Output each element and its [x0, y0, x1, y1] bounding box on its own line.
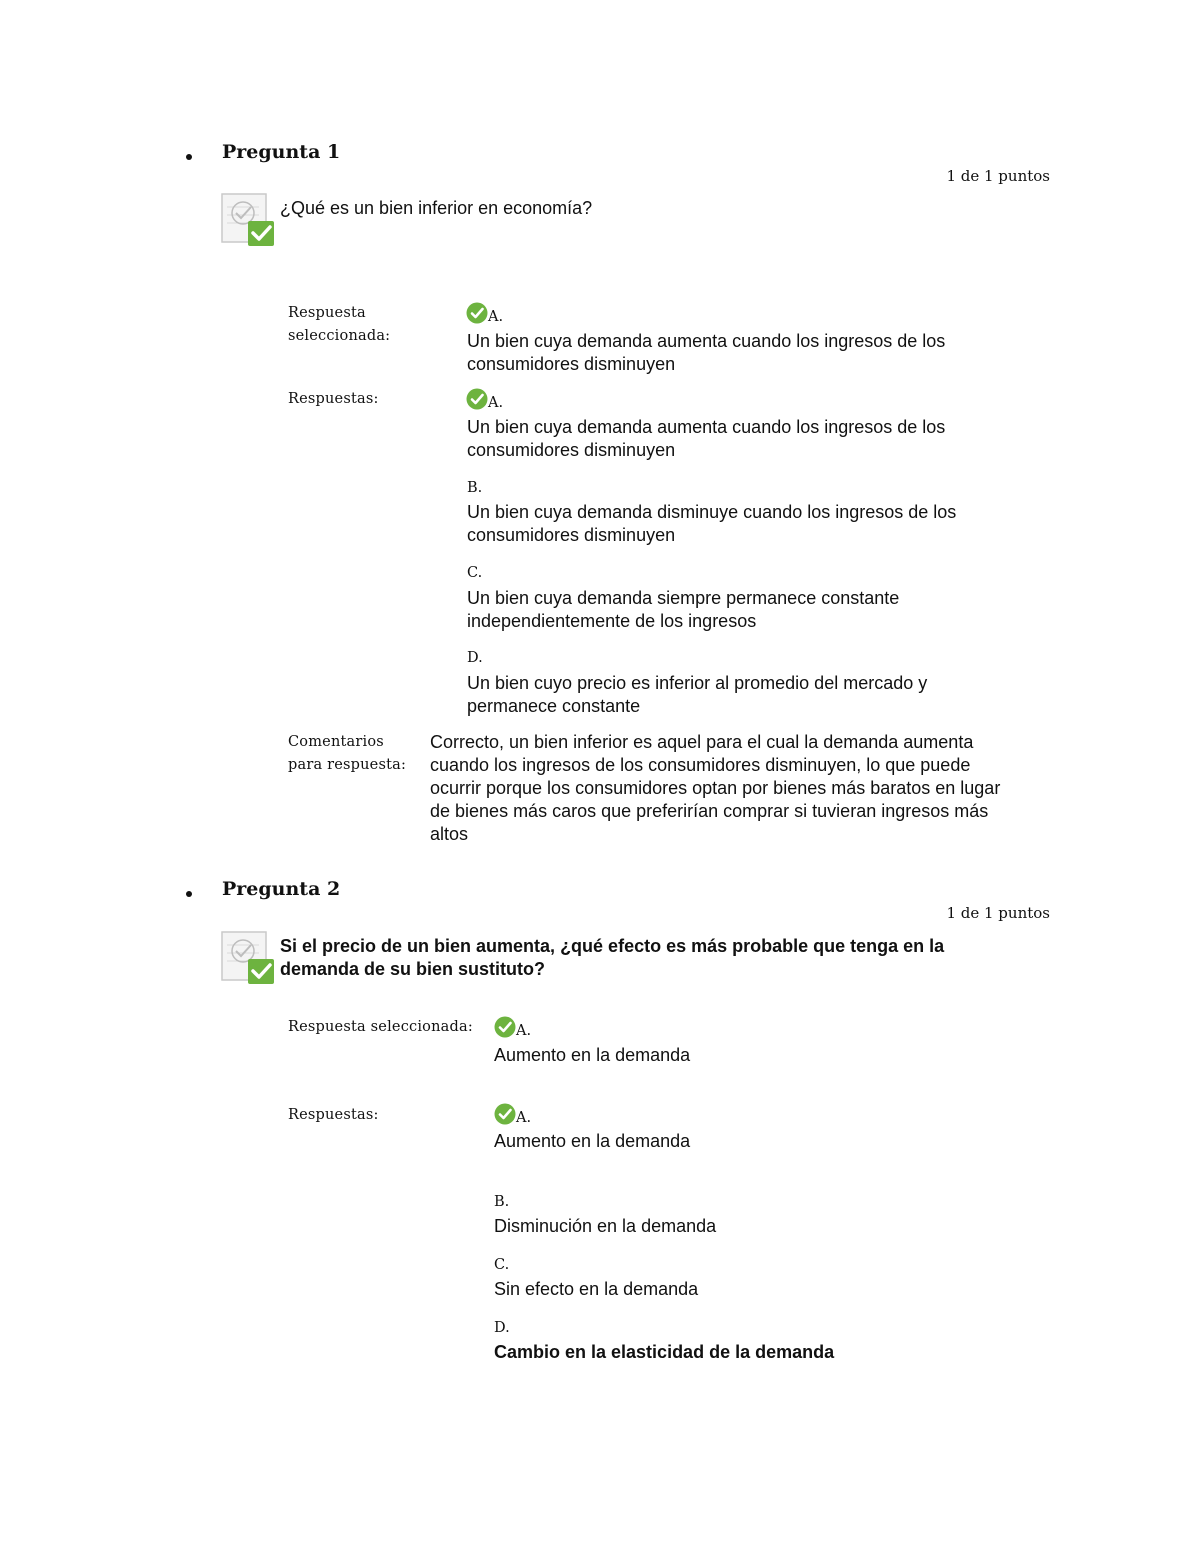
option-text: Aumento en la demanda	[494, 1131, 691, 1151]
selected-answer-letter: A.	[516, 1023, 532, 1039]
selected-answer-text: Un bien cuya demanda aumenta cuando los ingresos de los consumidores disminuyen	[467, 331, 946, 374]
option-text: Un bien cuya demanda siempre permanece constante independientemente de los ingresos	[467, 588, 900, 631]
feedback-text: Correcto, un bien inferior es aquel para el cual la demanda aumenta cuando los ingresos de los consumidores disminuyen, lo que puede ocurrir porque los consumidores optan por bienes más baratos en lugar de bienes más caros que preferirían comprar si tuvieran ingresos más altos	[430, 732, 1001, 844]
option-letter: A.	[488, 395, 504, 411]
option-text: Un bien cuyo precio es inferior al promedio del mercado y permanece constante	[467, 673, 928, 716]
selected-answer-text: Aumento en la demanda	[494, 1045, 691, 1065]
question-title: Pregunta 2	[222, 878, 341, 900]
selected-answer-label: Respuesta seleccionada:	[288, 305, 391, 344]
option-letter: B.	[467, 480, 483, 496]
question-text: Si el precio de un bien aumenta, ¿qué efecto es más probable que tenga en la demanda de su bien sustituto?	[280, 936, 945, 979]
option-letter: C.	[494, 1257, 510, 1273]
question-title: Pregunta 1	[222, 141, 341, 163]
question-text: ¿Qué es un bien inferior en economía?	[280, 198, 593, 218]
option-text: Cambio en la elasticidad de la demanda	[494, 1342, 835, 1362]
option-letter: A.	[516, 1110, 532, 1126]
selected-answer-label: Respuesta seleccionada:	[288, 1019, 473, 1035]
correct-check-icon	[494, 1016, 516, 1038]
selected-answer-letter: A.	[488, 309, 504, 325]
option-letter: D.	[467, 650, 483, 666]
bullet	[186, 891, 192, 897]
answers-label: Respuestas:	[288, 391, 379, 407]
option-letter: B.	[494, 1194, 510, 1210]
question-points: 1 de 1 puntos	[946, 167, 1050, 185]
option-text: Disminución en la demanda	[494, 1216, 717, 1236]
question-status-icon	[221, 193, 277, 249]
option-letter: C.	[467, 565, 483, 581]
correct-check-icon	[494, 1103, 516, 1125]
correct-check-icon	[466, 388, 488, 410]
answers-label: Respuestas:	[288, 1107, 379, 1123]
option-text: Un bien cuya demanda aumenta cuando los ingresos de los consumidores disminuyen	[467, 417, 946, 460]
option-text: Un bien cuya demanda disminuye cuando los ingresos de los consumidores disminuyen	[467, 502, 957, 545]
correct-check-icon	[466, 302, 488, 324]
option-text: Sin efecto en la demanda	[494, 1279, 699, 1299]
bullet	[186, 154, 192, 160]
question-status-icon	[221, 931, 277, 987]
question-points: 1 de 1 puntos	[946, 904, 1050, 922]
feedback-label: Comentarios para respuesta:	[288, 734, 407, 773]
option-letter: D.	[494, 1320, 510, 1336]
